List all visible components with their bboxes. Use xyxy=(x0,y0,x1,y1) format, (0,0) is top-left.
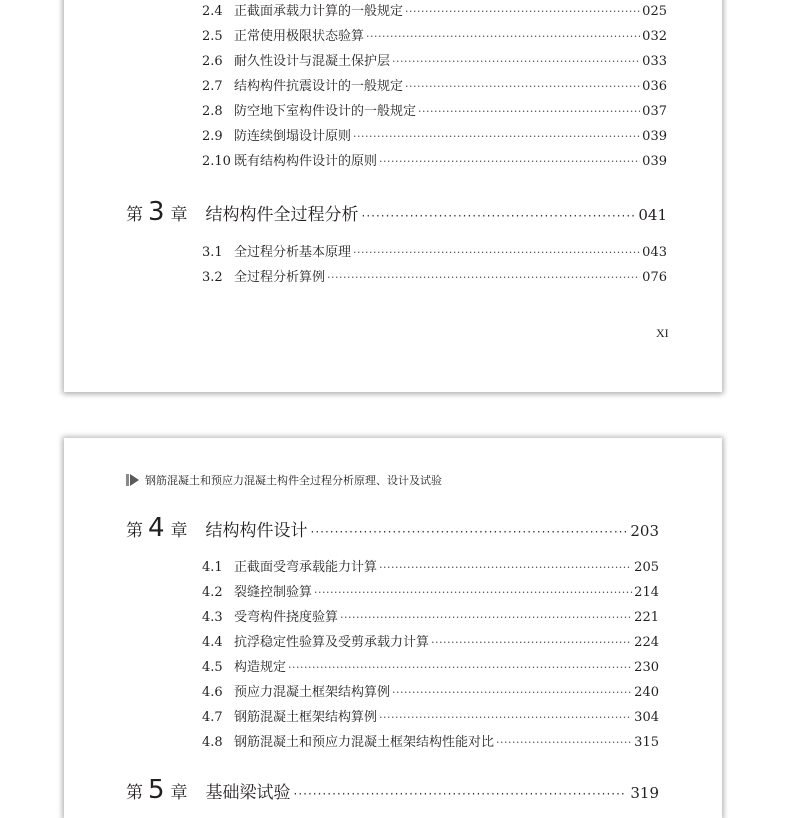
leader-dots xyxy=(340,608,632,628)
section-number: 4.4 xyxy=(202,635,223,650)
section-title: 构造规定 xyxy=(234,660,287,675)
page-number: 025 xyxy=(642,4,667,19)
leader-dots xyxy=(392,683,632,703)
section-number: 4.7 xyxy=(202,710,223,725)
section-number: 3.2 xyxy=(202,270,223,285)
leader-dots xyxy=(392,52,640,72)
leader-dots xyxy=(314,583,632,603)
leader-dots xyxy=(379,708,632,728)
page-number: 221 xyxy=(634,610,659,625)
page-number: 214 xyxy=(634,585,659,600)
chapter-title: 基础梁试验 xyxy=(205,783,291,803)
section-title: 正截面受弯承载能力计算 xyxy=(234,560,378,575)
leader-dots xyxy=(353,243,640,263)
leader-dots xyxy=(431,633,632,653)
toc-entry[interactable] xyxy=(202,268,667,288)
header-marker-icon xyxy=(126,474,140,486)
chapter-suffix: 章 xyxy=(170,205,188,225)
page-number: 315 xyxy=(634,735,659,750)
section-number: 4.2 xyxy=(202,585,223,600)
leader-dots xyxy=(379,152,640,172)
section-number: 4.5 xyxy=(202,660,223,675)
section-number: 2.8 xyxy=(202,104,223,119)
toc-entry[interactable] xyxy=(202,77,667,97)
page-number: 037 xyxy=(642,104,667,119)
chapter-title: 结构构件设计 xyxy=(205,521,308,541)
section-title: 正常使用极限状态验算 xyxy=(234,29,365,44)
chapter-number: 4 xyxy=(148,513,165,543)
section-title: 裂缝控制验算 xyxy=(234,585,313,600)
page-number: 224 xyxy=(634,635,659,650)
leader-dots xyxy=(311,525,628,539)
running-header-text: 钢筋混凝土和预应力混凝土构件全过程分析原理、设计及试验 xyxy=(145,474,442,487)
toc-entry[interactable] xyxy=(202,708,659,728)
section-title: 钢筋混凝土框架结构算例 xyxy=(234,710,378,725)
section-number: 4.6 xyxy=(202,685,223,700)
section-number: 4.3 xyxy=(202,610,223,625)
page-number: 043 xyxy=(642,245,667,260)
section-title: 耐久性设计与混凝土保护层 xyxy=(234,54,391,69)
page-number: 032 xyxy=(642,29,667,44)
leader-dots xyxy=(294,787,628,801)
page-number: 039 xyxy=(642,154,667,169)
toc-page-lower xyxy=(64,438,722,818)
leader-dots xyxy=(362,209,636,223)
chapter-prefix: 第 xyxy=(126,521,143,541)
leader-dots xyxy=(353,127,640,147)
section-number: 2.7 xyxy=(202,79,223,94)
section-number: 2.9 xyxy=(202,129,223,144)
toc-entry[interactable] xyxy=(202,152,667,172)
toc-entry[interactable] xyxy=(202,558,659,578)
chapter-heading[interactable] xyxy=(126,513,659,543)
toc-page-upper xyxy=(64,0,722,392)
section-title: 预应力混凝土框架结构算例 xyxy=(234,685,391,700)
page-number: 304 xyxy=(634,710,659,725)
section-title: 防连续倒塌设计原则 xyxy=(234,129,352,144)
chapter-number: 3 xyxy=(148,197,165,227)
chapter-suffix: 章 xyxy=(170,783,188,803)
chapter-heading[interactable] xyxy=(126,775,659,805)
toc-entry[interactable] xyxy=(202,102,667,122)
page-folio: XI xyxy=(656,326,669,340)
page-number: 041 xyxy=(638,206,667,224)
toc-entry[interactable] xyxy=(202,583,659,603)
chapter-suffix: 章 xyxy=(170,521,188,541)
section-title: 全过程分析算例 xyxy=(234,270,326,285)
section-title: 既有结构构件设计的原则 xyxy=(234,154,378,169)
chapter-number: 5 xyxy=(148,775,165,805)
section-title: 抗浮稳定性验算及受剪承载力计算 xyxy=(234,635,430,650)
leader-dots xyxy=(379,558,632,578)
toc-entry[interactable] xyxy=(202,683,659,703)
leader-dots xyxy=(418,102,640,122)
page-number: 039 xyxy=(642,129,667,144)
toc-entry[interactable] xyxy=(202,243,667,263)
toc-entry[interactable] xyxy=(202,27,667,47)
section-title: 防空地下室构件设计的一般规定 xyxy=(234,104,417,119)
chapter-title: 结构构件全过程分析 xyxy=(205,205,359,225)
toc-entry[interactable] xyxy=(202,633,659,653)
leader-dots xyxy=(327,268,640,288)
chapter-prefix: 第 xyxy=(126,783,143,803)
leader-dots xyxy=(288,658,632,678)
leader-dots xyxy=(405,77,640,97)
chapter-heading[interactable] xyxy=(126,197,667,227)
leader-dots xyxy=(405,2,640,22)
section-number: 2.4 xyxy=(202,4,223,19)
page-number: 240 xyxy=(634,685,659,700)
toc-entry[interactable] xyxy=(202,658,659,678)
leader-dots xyxy=(496,733,632,753)
running-header xyxy=(126,472,442,488)
leader-dots xyxy=(366,27,640,47)
page-number: 319 xyxy=(630,784,659,802)
section-number: 4.1 xyxy=(202,560,223,575)
page-number: 230 xyxy=(634,660,659,675)
section-title: 正截面承载力计算的一般规定 xyxy=(234,4,404,19)
section-title: 全过程分析基本原理 xyxy=(234,245,352,260)
toc-entry[interactable] xyxy=(202,733,659,753)
page-number: 205 xyxy=(634,560,659,575)
toc-entry[interactable] xyxy=(202,2,667,22)
section-title: 结构构件抗震设计的一般规定 xyxy=(234,79,404,94)
section-title: 钢筋混凝土和预应力混凝土框架结构性能对比 xyxy=(234,735,495,750)
chapter-prefix: 第 xyxy=(126,205,143,225)
section-number: 4.8 xyxy=(202,735,223,750)
page-number: 033 xyxy=(642,54,667,69)
toc-entry[interactable] xyxy=(202,608,659,628)
page-number: 036 xyxy=(642,79,667,94)
section-number: 3.1 xyxy=(202,245,223,260)
toc-entry[interactable] xyxy=(202,52,667,72)
section-title: 受弯构件挠度验算 xyxy=(234,610,339,625)
page-number: 076 xyxy=(642,270,667,285)
section-number: 2.5 xyxy=(202,29,223,44)
page-number: 203 xyxy=(630,522,659,540)
toc-entry[interactable] xyxy=(202,127,667,147)
section-number: 2.10 xyxy=(202,154,231,169)
section-number: 2.6 xyxy=(202,54,223,69)
